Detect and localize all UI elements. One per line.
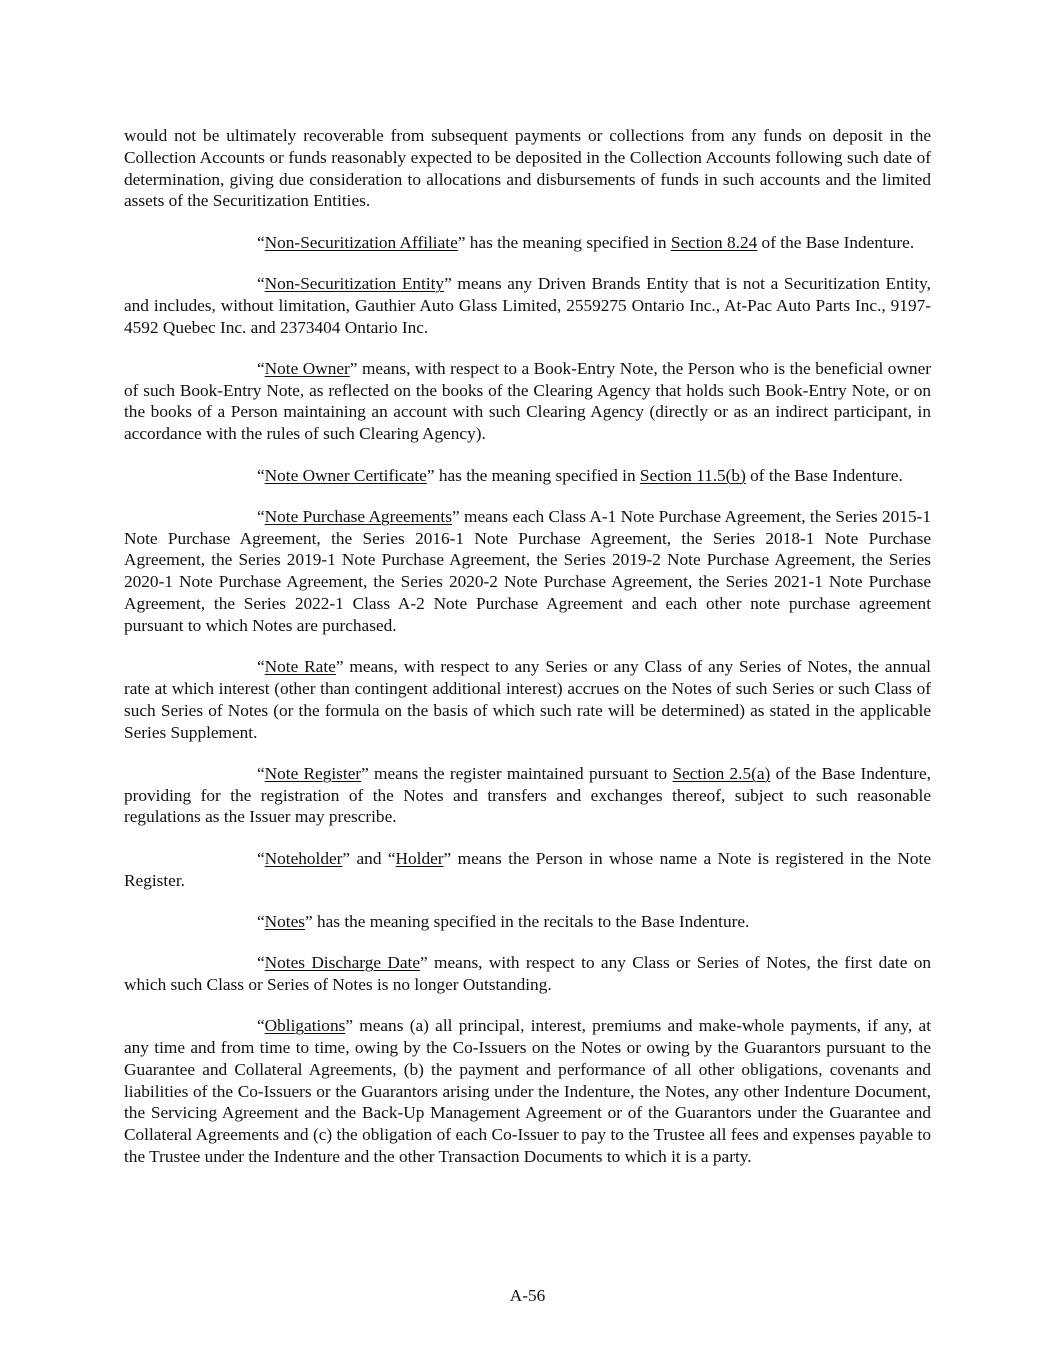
paragraph-text: ” means, with respect to any Class or Series of Notes, the first date on which such Class or Series of Notes is no longer Outstanding. — [124, 953, 932, 994]
defined-term: Obligations — [264, 1016, 346, 1036]
paragraph-text: ” means any Driven Brands Entity that is not a Securitization Entity, and includes, without limitation, Gauthier Auto Glass Limited, 2559275 Ontario Inc., At-Pac Auto Parts Inc., 9197-4592 Quebec Inc. and 2373404 Ontario Inc. — [124, 273, 931, 337]
defined-term: Notes Discharge Date — [264, 953, 421, 973]
defined-term: Non-Securitization Affiliate — [264, 232, 458, 252]
definition-paragraph-note-owner — [124, 358, 931, 445]
defined-term: Section 2.5(a) — [672, 763, 771, 783]
paragraph-text: of the Base Indenture, providing for the registration of the Notes and transfers and exchanges thereof, subject to such reasonable regulations as the Issuer may prescribe. — [124, 763, 932, 827]
defined-term: Note Rate — [264, 657, 336, 677]
defined-term: Non-Securitization Entity — [264, 273, 445, 293]
definition-paragraph-notes-discharge-date — [124, 952, 931, 996]
paragraph-text: “ — [257, 848, 265, 868]
paragraph-text: “ — [257, 358, 265, 378]
defined-term: Note Purchase Agreements — [264, 506, 452, 526]
paragraph-text: “ — [257, 1016, 265, 1036]
defined-term: Note Register — [264, 763, 362, 783]
document-body — [124, 125, 931, 1187]
paragraph-text: of the Base Indenture. — [745, 465, 903, 485]
definition-paragraph-non-securitization-entity — [124, 273, 931, 338]
page-number: A-56 — [509, 1286, 546, 1305]
paragraph-text: ” means each Class A-1 Note Purchase Agreement, the Series 2015-1 Note Purchase Agreement, the Series 2016-1 Note Purchase Agreement, the Series 2018-1 Note Purchase Agreement, the Series 2019-1 Note Purchase Agreement, the Series 2019-2 Note Purchase Agreement, the Series 2020-1 Note Purchase Agreement, the Series 2020-2 Note Purchase Agreement, the Series 2021-1 Note Purchase Agreement, the Series 2022-1 Class A-2 Note Purchase Agreement and each other note purchase agreement pursuant to which Notes are purchased. — [124, 506, 931, 635]
paragraph-text: ” has the meaning specified in — [457, 232, 671, 252]
definition-paragraph-note-rate — [124, 656, 931, 743]
paragraph-text: ” means, with respect to a Book-Entry Note, the Person who is the beneficial owner of such Book-Entry Note, as reflected on the books of the Clearing Agency that holds such Book-Entry Note, or on the books of a Person maintaining an account with such Clearing Agency (directly or as an indirect participant, in accordance with the rules of such Clearing Agency). — [124, 358, 931, 444]
definition-paragraph-obligations — [124, 1015, 931, 1168]
paragraph-text: “ — [257, 911, 265, 931]
defined-term: Note Owner — [264, 358, 350, 378]
paragraph-text: of the Base Indenture. — [757, 232, 915, 252]
paragraph-text: “ — [257, 232, 265, 252]
paragraph-text: “ — [257, 465, 265, 485]
definition-paragraph-note-owner-certificate — [124, 465, 931, 487]
definition-paragraph-note-register — [124, 763, 931, 828]
definition-paragraph-note-purchase-agreements — [124, 506, 931, 637]
paragraph-text: “ — [257, 763, 265, 783]
defined-term: Section 8.24 — [670, 232, 758, 252]
paragraph-text: ” has the meaning specified in — [426, 465, 640, 485]
defined-term: Notes — [264, 911, 305, 931]
paragraph-text: ” means (a) all principal, interest, premiums and make-whole payments, if any, at any time and from time to time, owing by the Co-Issuers on the Notes or owing by the Guarantors pursuant to the Guarantee and Collateral Agreements, (b) the payment and performance of all other obligations, covenants and liabilities of the Co-Issuers or the Guarantors arising under the Indenture, the Notes, any other Indenture Document, the Servicing Agreement and the Back-Up Management Agreement or of the Guarantors under the Guarantee and Collateral Agreements and (c) the obligation of each Co-Issuer to pay to the Trustee all fees and expenses payable to the Trustee under the Indenture and the other Transaction Documents to which it is a party. — [124, 1016, 931, 1166]
paragraph-text: ” and “ — [342, 848, 396, 868]
paragraph-text: ” means, with respect to any Series or any Class of any Series of Notes, the annual rate at which interest (other than contingent additional interest) accrues on the Notes of such Series or such Class of such Series of Notes (or the formula on the basis of which such rate will be determined) as stated in the applicable Series Supplement. — [124, 657, 931, 742]
definition-paragraph-noteholder — [124, 848, 931, 892]
defined-term: Holder — [395, 848, 444, 868]
defined-term: Section 11.5(b) — [639, 465, 746, 485]
paragraph-text: “ — [257, 273, 265, 293]
paragraph-text: ” means the register maintained pursuant to — [361, 763, 673, 783]
definition-paragraph-notes — [124, 911, 931, 933]
paragraph-text: ” means the Person in whose name a Note is registered in the Note Register. — [124, 848, 931, 890]
definition-paragraph-non-securitization-affiliate — [124, 232, 931, 254]
paragraph-text: would not be ultimately recoverable from subsequent payments or collections from any funds on deposit in the Collection Accounts or funds reasonably expected to be deposited in the Collection Accounts following such date of determination, giving due consideration to allocations and disbursements of funds in such accounts and the limited assets of the Securitization Entities. — [124, 126, 931, 211]
paragraph-text: “ — [257, 506, 265, 526]
definition-paragraph-continuation — [124, 125, 931, 212]
defined-term: Noteholder — [264, 848, 343, 868]
defined-term: Note Owner Certificate — [264, 465, 427, 485]
paragraph-text: ” has the meaning specified in the recitals to the Base Indenture. — [305, 911, 750, 931]
paragraph-text: “ — [257, 657, 265, 677]
paragraph-text: “ — [257, 953, 265, 973]
